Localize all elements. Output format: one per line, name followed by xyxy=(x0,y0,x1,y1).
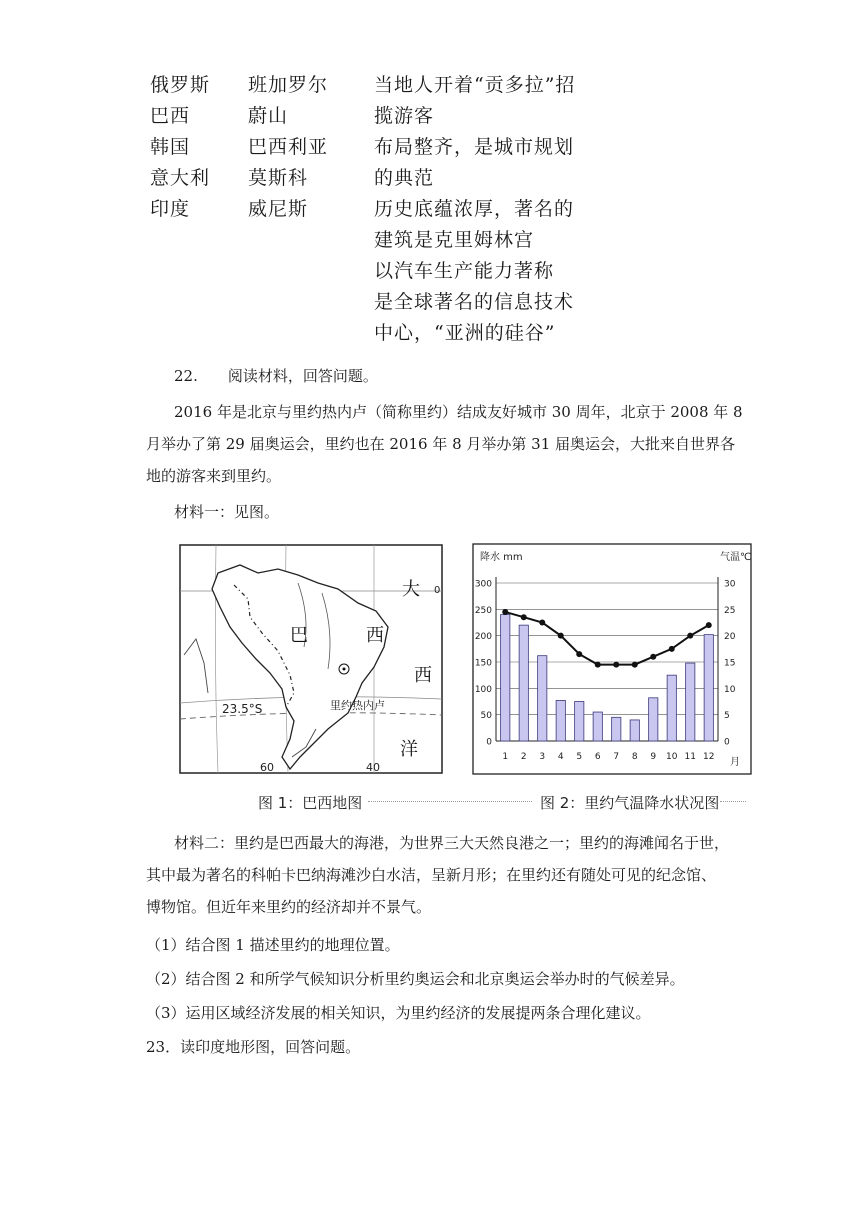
temperature-point xyxy=(576,651,582,657)
x-tick-label: 9 xyxy=(650,752,657,762)
map-label-tropic: 23.5°S xyxy=(222,702,263,716)
precip-bar xyxy=(630,720,639,741)
brazil-map xyxy=(178,543,446,775)
precip-bar xyxy=(575,702,584,742)
precip-bar xyxy=(612,717,621,741)
q22-intro-line: 地的游客来到里约。 xyxy=(146,467,282,485)
precip-bar xyxy=(593,712,602,741)
precip-bar xyxy=(649,698,658,741)
temperature-point xyxy=(595,662,601,668)
temperature-point xyxy=(632,662,638,668)
temperature-point xyxy=(669,646,675,652)
precip-bar xyxy=(667,675,676,741)
precip-bar xyxy=(686,663,695,741)
month-unit-label: 月 xyxy=(730,757,740,768)
y-tick-label: 300 xyxy=(474,579,492,590)
y2-tick-label: 0 xyxy=(724,737,730,748)
y2-tick-label: 20 xyxy=(724,632,736,643)
y2-tick-label: 15 xyxy=(724,658,736,669)
y-tick-label: 200 xyxy=(474,632,492,643)
figure1-caption: 图 1：巴西地图 xyxy=(258,794,363,812)
country-item: 俄罗斯 xyxy=(150,74,211,96)
y-tick-label: 100 xyxy=(474,684,492,695)
temperature-point xyxy=(706,622,712,628)
caption-divider xyxy=(720,801,746,802)
x-tick-label: 7 xyxy=(613,752,620,762)
country-column xyxy=(150,70,210,225)
q22-header: 22. 阅读材料，回答问题。 xyxy=(174,367,378,385)
city-item: 巴西利亚 xyxy=(248,136,329,158)
x-tick-label: 4 xyxy=(557,752,564,762)
temperature-point xyxy=(539,620,545,626)
map-label-ocean: 大 xyxy=(402,579,420,600)
feature-column xyxy=(374,70,575,349)
country-item: 意大利 xyxy=(150,167,211,189)
y2-tick-label: 25 xyxy=(724,605,736,616)
map-label-country: 西 xyxy=(366,625,384,646)
question-item: （1）结合图 1 描述里约的地理位置。 xyxy=(146,936,400,954)
map-label-longitude: 40 xyxy=(366,761,380,774)
temperature-point xyxy=(558,633,564,639)
x-tick-label: 5 xyxy=(576,752,583,762)
x-tick-label: 8 xyxy=(631,752,638,762)
precip-bar xyxy=(519,625,528,741)
y2-tick-label: 30 xyxy=(724,579,736,590)
precip-bar xyxy=(704,635,713,741)
x-tick-label: 3 xyxy=(539,752,546,762)
country-item: 韩国 xyxy=(150,136,191,158)
feature-item: 揽游客 xyxy=(374,105,435,127)
country-item: 印度 xyxy=(150,198,191,220)
map-label-ocean: 洋 xyxy=(400,739,418,760)
x-tick-label: 6 xyxy=(594,752,601,762)
material2-line: 其中最为著名的科帕卡巴纳海滩沙白水洁，呈新月形；在里约还有随处可见的纪念馆、 xyxy=(146,866,717,884)
map-label-country: 巴 xyxy=(290,625,308,646)
q22-intro-line: 2016 年是北京与里约热内卢（简称里约）结成友好城市 30 周年，北京于 2008 年 8 xyxy=(174,403,743,421)
x-tick-label: 10 xyxy=(666,752,678,762)
temperature-point xyxy=(650,654,656,660)
precip-bar xyxy=(556,700,565,741)
precip-unit-label: 降水 mm xyxy=(480,552,523,563)
rio-city-dot xyxy=(343,668,346,671)
temperature-point xyxy=(687,633,693,639)
material2-line: 材料二：里约是巴西最大的海港，为世界三大天然良港之一；里约的海滩闻名于世， xyxy=(174,834,730,852)
city-item: 莫斯科 xyxy=(248,167,309,189)
question-item: （2）结合图 2 和所学气候知识分析里约奥运会和北京奥运会举办时的气候差异。 xyxy=(146,970,685,988)
x-tick-label: 12 xyxy=(703,752,715,762)
x-tick-label: 1 xyxy=(502,752,509,762)
feature-item: 布局整齐，是城市规划 xyxy=(374,136,575,158)
feature-item: 的典范 xyxy=(374,167,435,189)
q22-intro-line: 月举办了第 29 届奥运会，里约也在 2016 年 8 月举办第 31 届奥运会，大批来自世界各 xyxy=(146,435,736,453)
temperature-point xyxy=(613,662,619,668)
feature-item: 是全球著名的信息技术 xyxy=(374,291,575,313)
feature-item: 以汽车生产能力著称 xyxy=(374,260,555,282)
x-tick-label: 2 xyxy=(520,752,527,762)
city-column xyxy=(248,70,328,225)
feature-item: 中心，“亚洲的硅谷” xyxy=(374,322,556,344)
q23-header: 23．读印度地形图，回答问题。 xyxy=(146,1038,361,1056)
y2-tick-label: 10 xyxy=(724,684,736,695)
temperature-point xyxy=(502,609,508,615)
material-1: 材料一：见图。 xyxy=(174,503,280,521)
temperature-point xyxy=(521,614,527,620)
feature-item: 当地人开着“贡多拉”招 xyxy=(374,74,576,96)
city-item: 威尼斯 xyxy=(248,198,309,220)
caption-divider xyxy=(368,801,532,802)
y-tick-label: 0 xyxy=(486,737,492,748)
question-item: （3）运用区域经济发展的相关知识，为里约经济的发展提两条合理化建议。 xyxy=(146,1004,651,1022)
material2-line: 博物馆。但近年来里约的经济却并不景气。 xyxy=(146,898,432,916)
figure2-caption: 图 2：里约气温降水状况图 xyxy=(540,794,720,812)
precip-bar xyxy=(501,615,510,741)
precip-bar xyxy=(538,656,547,741)
city-item: 蔚山 xyxy=(248,105,289,127)
y-tick-label: 250 xyxy=(474,605,492,616)
feature-item: 历史底蕴浓厚，著名的 xyxy=(374,198,575,220)
feature-item: 建筑是克里姆林宫 xyxy=(374,229,535,251)
country-item: 巴西 xyxy=(150,105,191,127)
temp-unit-label: 气温℃ xyxy=(720,552,752,563)
y-tick-label: 50 xyxy=(480,711,492,722)
map-label-ocean: 西 xyxy=(414,665,432,686)
y2-tick-label: 5 xyxy=(724,711,730,722)
map-label-city: 里约热内卢 xyxy=(330,699,385,712)
rio-climate-chart xyxy=(472,543,752,775)
city-item: 班加罗尔 xyxy=(248,74,329,96)
map-label-longitude: 60 xyxy=(260,761,274,774)
map-label-latitude: 0 xyxy=(434,585,441,596)
y-tick-label: 150 xyxy=(474,658,492,669)
x-tick-label: 11 xyxy=(684,752,696,762)
